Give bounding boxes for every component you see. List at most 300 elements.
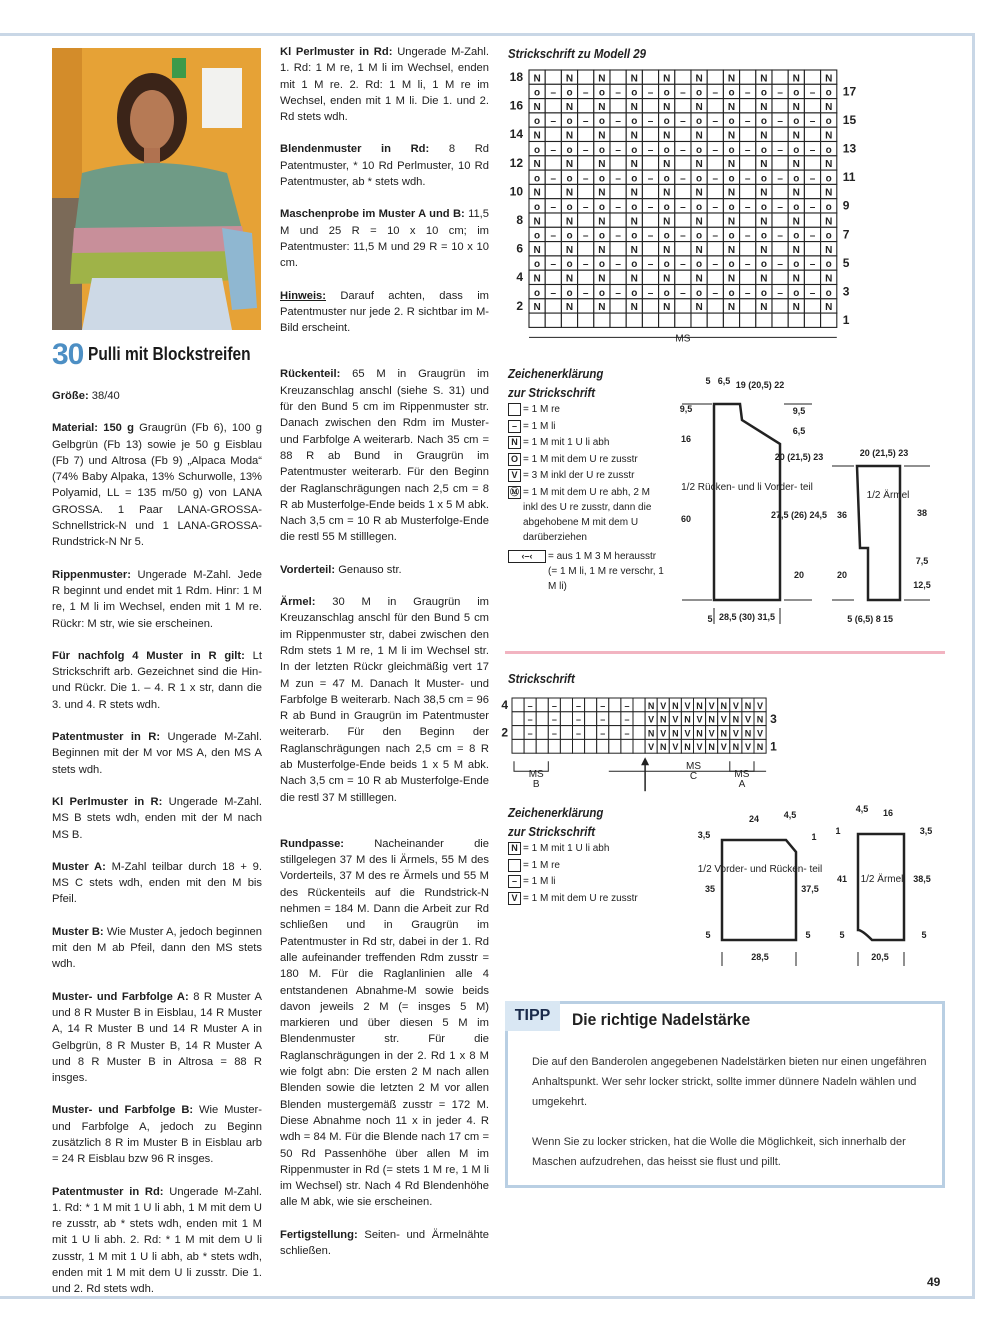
model-photo	[52, 48, 261, 330]
chart2-symbol: –	[600, 700, 606, 711]
chart1-symbol: o	[663, 144, 670, 156]
paragraph-rib-pattern: Rippenmuster: Ungerade M-Zahl. Jede R beginnt und endet mit 1 Rdm. Hinr: 1 M re, 1 M li im Wechsel, enden mit 1 M re. Rückr: M str, wie sie erscheinen.	[52, 568, 262, 630]
chart1-symbol: o	[793, 202, 800, 213]
chart1-symbol: –	[680, 173, 686, 185]
chart1-symbol: o	[760, 144, 767, 156]
instructions-column-1	[52, 388, 262, 1314]
chart1-cell	[578, 127, 594, 141]
chart1-symbol: o	[598, 144, 605, 156]
schema1-body-outline	[714, 404, 780, 600]
chart1-row-number: 8	[516, 213, 523, 227]
chart1-symbol: –	[615, 230, 621, 242]
legend2-title-2: zur Strickschrift	[508, 824, 596, 839]
chart1-symbol: –	[550, 116, 557, 128]
chart2-cell	[512, 712, 524, 726]
paragraph-patent-rounds: Patentmuster in Rd: Ungerade M-Zahl. 1. Rd: * 1 M mit 1 U li abh, 1 M mit dem U re zusstr, ab * stets wdh, enden mit 1 M mit 1 U li abh. 2. Rd: * 1 M mit dem U li zusstr, 1 M mit 1 U li abh, ab * stets wdh, enden mit 1 M mit dem U li zusstr. Die 1. und 2. Rd stets wdh.	[52, 1185, 263, 1296]
chart1-symbol: o	[825, 144, 832, 156]
legend1-item: = 1 M re	[508, 402, 668, 419]
svg-text:7,5: 7,5	[915, 556, 929, 566]
chart1-cell	[804, 242, 820, 256]
legend1-title-2: zur Strickschrift	[508, 385, 596, 400]
chart1-symbol: –	[680, 202, 686, 213]
chart1-symbol: N	[565, 244, 574, 256]
chart1-symbol: –	[550, 259, 557, 271]
chart1-symbol: o	[825, 259, 832, 271]
chart1-symbol: –	[615, 259, 621, 271]
chart1-cell	[642, 299, 658, 313]
chart1-symbol: N	[727, 73, 736, 85]
chart1-symbol: –	[582, 230, 589, 242]
chart1-symbol: –	[680, 144, 686, 156]
chart1-cell	[707, 156, 723, 170]
chart2-symbol: N	[708, 742, 715, 753]
chart1-symbol: o	[793, 230, 800, 242]
svg-text:20: 20	[836, 570, 848, 580]
chart1-symbol: N	[533, 130, 541, 142]
chart1-cell	[642, 99, 658, 113]
chart2-symbol: N	[660, 742, 667, 753]
chart2-symbol: V	[708, 728, 715, 739]
chart1-cell	[610, 156, 626, 170]
chart1-symbol: –	[744, 87, 751, 99]
svg-text:20 (21,5) 23: 20 (21,5) 23	[774, 452, 824, 462]
chart1-symbol: N	[695, 244, 703, 256]
chart1-cell	[545, 184, 561, 198]
chart1-cell	[772, 70, 788, 84]
chart1-symbol: –	[809, 230, 816, 242]
schema1-body-label: 1/2 Rücken- und li Vorder- teil	[681, 482, 813, 493]
paragraph-front: Vorderteil: Genauso str.	[280, 563, 402, 576]
chart1-symbol: N	[663, 130, 671, 142]
chart1-cell	[561, 313, 577, 327]
chart1-symbol: –	[647, 259, 654, 271]
paragraph-hint: Hinweis: Darauf achten, dass im Patentmuster nur jede 2. R sichtbar im M-Bild erscheint.	[280, 289, 490, 335]
chart1-cell	[772, 99, 788, 113]
chart1-cell	[740, 270, 756, 284]
chart1-cell	[578, 70, 594, 84]
svg-text:38,5: 38,5	[913, 874, 931, 884]
chart1-symbol: N	[598, 216, 606, 228]
chart1-symbol: o	[760, 259, 767, 271]
chart1-symbol: –	[712, 87, 719, 99]
chart1-symbol: –	[744, 116, 751, 128]
paragraph-band-pattern: Blendenmuster in Rd: 8 Rd Patentmuster, * 10 Rd Perlmuster, 10 Rd Patentmuster, ab * stets wdh.	[280, 143, 490, 189]
chart1-symbol: o	[728, 116, 735, 128]
chart1-symbol: N	[565, 159, 574, 171]
chart1-symbol: o	[566, 144, 573, 156]
chart1-symbol: N	[727, 216, 736, 228]
svg-text:36: 36	[836, 510, 848, 520]
chart1-cell	[675, 184, 691, 198]
svg-text:20,5: 20,5	[871, 952, 889, 962]
chart2-cell	[512, 698, 524, 712]
chart1-symbol: N	[533, 244, 541, 256]
chart1-symbol: o	[534, 144, 541, 156]
chart1-cell	[740, 242, 756, 256]
chart1-cell	[740, 184, 756, 198]
chart1-symbol: N	[533, 302, 541, 314]
svg-text:6,5: 6,5	[792, 426, 806, 436]
chart2-symbol: V	[672, 714, 679, 725]
chart1-cell	[804, 213, 820, 227]
chart1-symbol: N	[792, 187, 800, 199]
chart1-symbol: o	[728, 173, 735, 185]
chart1-symbol: N	[630, 273, 638, 285]
chart2-symbol: N	[660, 714, 667, 725]
paragraph-seed-rounds: Kl Perlmuster in Rd: Ungerade M-Zahl. 1. Rd: 1 M re, 1 M li im Wechsel, enden mit 1 M re. 2. Rd: 1 M li, 1 M re im Wechsel, enden mit 1 M li. Die 1. und 2. Rd stets wdh.	[280, 46, 489, 124]
chart1-row-number: 11	[842, 170, 856, 185]
page-frame-top	[0, 33, 975, 36]
chart1-symbol: N	[695, 101, 703, 113]
chart1-row-number: 5	[842, 255, 850, 270]
legend1-item: N = 1 M mit 1 U li abh	[508, 435, 668, 452]
chart1-symbol: N	[630, 216, 638, 228]
chart2-symbol: V	[696, 714, 703, 725]
chart1-symbol: –	[809, 173, 816, 185]
chart2-symbol: N	[696, 728, 703, 739]
chart1-symbol: o	[663, 230, 670, 242]
chart2-symbol: V	[757, 700, 764, 711]
chart2-symbol: N	[684, 742, 691, 753]
chart1-cell	[740, 313, 756, 327]
chart1-cell	[772, 270, 788, 284]
chart1-symbol: –	[582, 287, 589, 299]
chart1-symbol: N	[695, 73, 703, 85]
chart1-cell	[610, 70, 626, 84]
chart1-symbol: N	[695, 130, 703, 142]
chart1-symbol: o	[663, 87, 670, 99]
chart1-symbol: o	[566, 259, 573, 271]
chart1-symbol: o	[760, 173, 767, 185]
chart2-row-number: 1	[770, 739, 777, 754]
chart1-symbol: N	[598, 101, 606, 113]
chart1-cell	[578, 299, 594, 313]
chart2-symbol: –	[600, 728, 606, 739]
chart1-symbol: –	[809, 287, 816, 299]
paragraph-gauge: Maschenprobe im Muster A und B: 11,5 M und 25 R = 10 x 10 cm; im Patentmuster: 11,5 M und 29 R = 10 x 10 cm.	[280, 208, 490, 270]
chart1-symbol: o	[566, 287, 573, 299]
chart1-symbol: o	[696, 173, 703, 185]
chart1-cell	[642, 242, 658, 256]
chart1-symbol: N	[598, 244, 606, 256]
svg-text:28,5 (30) 31,5: 28,5 (30) 31,5	[718, 612, 776, 622]
chart1-symbol: N	[663, 273, 671, 285]
chart1-symbol: o	[728, 287, 735, 299]
chart1-cell	[642, 213, 658, 227]
chart1-cell	[675, 156, 691, 170]
chart1-symbol: N	[533, 73, 541, 85]
schema2	[690, 800, 940, 970]
chart1-symbol: –	[582, 87, 589, 99]
chart1-symbol: o	[760, 230, 767, 242]
svg-text:5: 5	[707, 614, 713, 624]
chart2-cell	[573, 739, 585, 753]
chart1-cell	[772, 242, 788, 256]
chart1-row-number: 1	[842, 313, 850, 328]
chart1-cell	[675, 70, 691, 84]
legend1-item: ‹–‹ = aus 1 M 3 M herausstr (= 1 M li, 1 M re verschr, 1 M li)	[508, 549, 668, 594]
paragraph-back: Rückenteil: 65 M in Graugrün im Kreuzanschlag anschl (siehe S. 31) und für den Bund 5 cm im Rippenmuster str. Danach zwischen den Rdm im Muster- und Farbfolge A weiterarb. Nach 35 cm = 88 R ab Bund in Graugrün im Patentmuster weiterarb. Für den Beginn der Raglanschrägungen nach 2,5 cm = 8 R ab Musterfolge-Ende beids 1 x 5 M abk. Nach 3,5 cm = 10 R ab Musterfolge-Ende die restl 55 M stilllegen.	[280, 368, 489, 544]
svg-text:16: 16	[882, 808, 894, 818]
chart2-label: C	[689, 771, 698, 783]
chart1-cell	[610, 313, 626, 327]
chart1-symbol: o	[696, 87, 703, 99]
chart1-symbol: o	[760, 87, 767, 99]
chart1-symbol: o	[598, 116, 605, 128]
chart1-cell	[707, 299, 723, 313]
chart2-row-number: 4	[501, 698, 508, 712]
chart1-symbol: N	[663, 159, 671, 171]
chart1-cell	[707, 184, 723, 198]
chart1-symbol: N	[792, 159, 800, 171]
tip-paragraph: Wenn Sie zu locker stricken, hat die Wolle die Möglichkeit, sich innerhalb der Maschen aufzudrehen, das heisst sie flust und pillt.	[532, 1136, 906, 1168]
tip-title: Die richtige Nadelstärke	[572, 1010, 751, 1029]
chart1-symbol: o	[631, 144, 638, 156]
model-number: 30	[52, 338, 84, 371]
chart2-cell	[536, 698, 548, 712]
chart1-row-number: 4	[516, 270, 523, 285]
chart1-symbol: N	[825, 273, 833, 285]
chart1-symbol: o	[663, 116, 670, 128]
chart1-symbol: o	[631, 87, 638, 99]
chart1-cell	[578, 313, 594, 327]
chart1-symbol: N	[630, 244, 638, 256]
chart1-cell	[659, 313, 675, 327]
chart1-symbol: o	[566, 230, 573, 242]
chart1-cell	[740, 127, 756, 141]
chart1-symbol: o	[566, 173, 573, 185]
chart2-symbol: –	[624, 714, 630, 725]
chart2-cell	[621, 739, 633, 753]
chart2-cell	[585, 698, 597, 712]
svg-text:24: 24	[748, 814, 760, 824]
chart1-symbol: –	[680, 87, 686, 99]
chart1-symbol: o	[631, 287, 638, 299]
chart1-symbol: N	[760, 244, 768, 256]
chart1-symbol: N	[630, 73, 638, 85]
chart2-cell	[512, 739, 524, 753]
chart1-symbol: o	[598, 287, 605, 299]
chart1-symbol: o	[566, 116, 573, 128]
svg-text:6,5: 6,5	[717, 376, 731, 386]
chart1-symbol: N	[565, 302, 574, 314]
paragraph-finishing: Fertigstellung: Seiten- und Ärmelnähte schließen.	[280, 1228, 489, 1257]
chart1-cell	[723, 313, 739, 327]
chart2-symbol: N	[732, 714, 740, 725]
chart1-symbol: N	[598, 273, 606, 285]
chart1-symbol: N	[760, 302, 768, 314]
chart1-symbol: o	[760, 202, 767, 213]
chart1-cell	[545, 313, 561, 327]
chart1-symbol: –	[777, 202, 783, 213]
chart1-symbol: N	[825, 216, 833, 228]
chart1-symbol: o	[534, 259, 541, 271]
chart1-cell	[707, 213, 723, 227]
chart1-cell	[610, 99, 626, 113]
legend2-item: – = 1 M li	[508, 874, 678, 891]
chart1-cell	[545, 156, 561, 170]
chart2-cell	[633, 726, 645, 740]
chart1-symbol: N	[825, 101, 833, 113]
chart1-cell	[642, 70, 658, 84]
chart1-cell	[740, 299, 756, 313]
chart1-grid	[505, 64, 857, 349]
chart1-cell	[578, 213, 594, 227]
svg-text:9,5: 9,5	[679, 404, 693, 414]
chart1-symbol: –	[744, 144, 751, 156]
instructions-column-2	[280, 44, 489, 1275]
paragraph-patent-rows: Patentmuster in R: Ungerade M-Zahl. Beginnen mit der M vor MS A, den MS A stets wdh.	[52, 731, 262, 776]
chart2-cell	[560, 698, 572, 712]
chart2-label: B	[532, 779, 540, 791]
chart2-cell	[633, 712, 645, 726]
chart1-symbol: o	[663, 259, 670, 271]
chart1-cell	[675, 313, 691, 327]
chart1-cell	[675, 99, 691, 113]
chart1-symbol: N	[760, 216, 768, 228]
chart1-cell	[772, 299, 788, 313]
chart1-symbol: –	[550, 230, 557, 242]
chart1-symbol: N	[792, 73, 800, 85]
chart1-symbol: N	[727, 101, 736, 113]
chart1-symbol: o	[631, 173, 638, 185]
svg-text:41: 41	[836, 874, 848, 884]
chart1-symbol: N	[825, 130, 833, 142]
chart1-symbol: N	[533, 187, 541, 199]
chart1-ms-label: MS	[675, 333, 691, 345]
chart2-symbol: N	[696, 700, 703, 711]
chart1-title: Strickschrift zu Modell 29	[508, 46, 646, 61]
chart1-symbol: N	[663, 187, 671, 199]
chart1-symbol: –	[809, 116, 816, 128]
chart1-symbol: N	[598, 302, 606, 314]
svg-text:35: 35	[704, 884, 716, 894]
chart1-cell	[545, 99, 561, 113]
chart1-symbol: o	[793, 144, 800, 156]
chart2-symbol: V	[696, 742, 703, 753]
chart1-symbol: o	[793, 87, 800, 99]
chart1-row-number: 2	[516, 298, 523, 313]
svg-text:28,5: 28,5	[751, 952, 769, 962]
chart1-cell	[675, 242, 691, 256]
paragraph-yoke: Rundpasse: Nacheinander die stillgelegen 37 M des li Ärmels, 55 M des Vorderteils, 37 M des re Ärmels und 55 M des Rückenteils auf die Rundstrick-N nehmen = 184 M. Dann die Arbeit zur Rd schließen und in Graugrün im Patentmuster in Rd str, dabei in der 1. Rd alle aufeinander treffenden Rdm zusstr = 180 M. Für die Raglanlinien alle 4 entstandenen Abnahme-M sowie beids davon jeweils 2 M (= insges 5 M) markieren und über diesen 5 M im Blendenmuster str. Für die Raglanschrägungen in der 2. Rd 1 x 8 M wie folgt abn: Die ersten 2 M nach allen Blenden sowie die letzten 2 M vor allen Blenden mustergemäß zusstr = 172 M. Diese Abnahme noch 11 x in jeder 4. R wdh = 84 M. Für die Blende nach 17 cm = 50 Rd Passenhöhe über allen M im Rippenmuster in Rd (= stets 1 M re, 1 M li im Wechsel) str. Nach 4 Rd Blendenhöhe alle M abk, wie sie erscheinen.	[280, 837, 489, 1209]
chart2-symbol: –	[624, 700, 630, 711]
chart1-cell	[804, 99, 820, 113]
tip-body	[532, 1052, 932, 1192]
chart1-cell	[642, 313, 658, 327]
chart1-cell	[578, 242, 594, 256]
chart1-symbol: o	[663, 287, 670, 299]
chart1-symbol: o	[825, 230, 832, 242]
chart1-symbol: –	[647, 202, 654, 213]
chart1-symbol: N	[630, 159, 638, 171]
chart1-cell	[529, 313, 545, 327]
legend2	[508, 841, 678, 907]
chart2-symbol: V	[720, 742, 727, 753]
chart2-symbol: –	[576, 714, 582, 725]
chart1-symbol: o	[728, 259, 735, 271]
chart1-cell	[675, 299, 691, 313]
chart1-symbol: –	[777, 87, 783, 99]
chart1-symbol: –	[777, 173, 783, 185]
chart1-cell	[772, 156, 788, 170]
chart2-symbol: –	[527, 728, 533, 739]
chart1-symbol: –	[582, 202, 589, 213]
chart1-symbol: –	[777, 287, 783, 299]
chart1-cell	[772, 184, 788, 198]
chart2-cell	[536, 739, 548, 753]
chart1-cell	[772, 213, 788, 227]
chart1-symbol: N	[533, 216, 541, 228]
chart1-symbol: –	[680, 287, 686, 299]
chart1-symbol: N	[598, 159, 606, 171]
chart2-symbol: V	[757, 728, 764, 739]
chart1-symbol: o	[534, 116, 541, 128]
chart1-symbol: N	[663, 244, 671, 256]
legend1-item: Ⓜ = 1 M mit dem U re abh, 2 M inkl des U re zusstr, dann die abgehobene M mit dem U darüberziehen	[509, 486, 652, 543]
svg-text:16: 16	[680, 434, 692, 444]
chart1-symbol: N	[792, 244, 800, 256]
chart2-label: MS	[734, 769, 750, 781]
paragraph-pattern-b: Muster B: Wie Muster A, jedoch beginnen mit den M ab Pfeil, dann den MS stets wdh.	[52, 925, 263, 971]
chart2-symbol: V	[648, 742, 655, 753]
chart1-symbol: –	[744, 287, 751, 299]
chart1-symbol: –	[712, 144, 719, 156]
chart1-symbol: o	[598, 87, 605, 99]
chart2-cell	[560, 726, 572, 740]
chart1-symbol: o	[793, 259, 800, 271]
legend2-item: = 1 M re	[508, 858, 678, 875]
chart1-symbol: o	[825, 116, 832, 128]
svg-text:19 (20,5) 22: 19 (20,5) 22	[735, 380, 785, 390]
chart2-symbol: N	[684, 714, 691, 725]
chart1-cell	[578, 156, 594, 170]
chart1-cell	[740, 99, 756, 113]
chart2-cell	[633, 698, 645, 712]
chart1-symbol: –	[680, 230, 686, 242]
chart1-cell	[610, 213, 626, 227]
chart1-cell	[821, 313, 837, 327]
chart1-symbol: o	[760, 116, 767, 128]
chart1-cell	[578, 270, 594, 284]
chart1-symbol: –	[712, 116, 719, 128]
chart1-symbol: o	[696, 116, 703, 128]
chart2-cell	[585, 739, 597, 753]
chart1-symbol: o	[793, 287, 800, 299]
chart1-symbol: o	[825, 87, 832, 99]
tip-badge: TIPP	[505, 1001, 560, 1031]
chart2-cell	[536, 712, 548, 726]
chart2-symbol: N	[756, 742, 764, 753]
chart1-cell	[610, 299, 626, 313]
chart1-cell	[707, 242, 723, 256]
chart1-symbol: o	[696, 202, 703, 213]
chart2-cell	[560, 739, 572, 753]
chart1-symbol: –	[550, 173, 557, 185]
svg-text:5: 5	[705, 930, 711, 940]
chart1-symbol: N	[695, 159, 703, 171]
chart1-cell	[804, 313, 820, 327]
chart2-symbol: N	[744, 700, 752, 711]
chart2-row-number: 3	[770, 711, 777, 726]
chart2-symbol: –	[527, 700, 533, 711]
chart1-symbol: N	[825, 244, 833, 256]
chart1-symbol: o	[534, 287, 541, 299]
svg-text:5 (6,5) 8: 5 (6,5) 8	[847, 614, 881, 624]
svg-text:1: 1	[835, 826, 841, 836]
chart1-symbol: o	[696, 230, 703, 242]
chart1-cell	[804, 299, 820, 313]
